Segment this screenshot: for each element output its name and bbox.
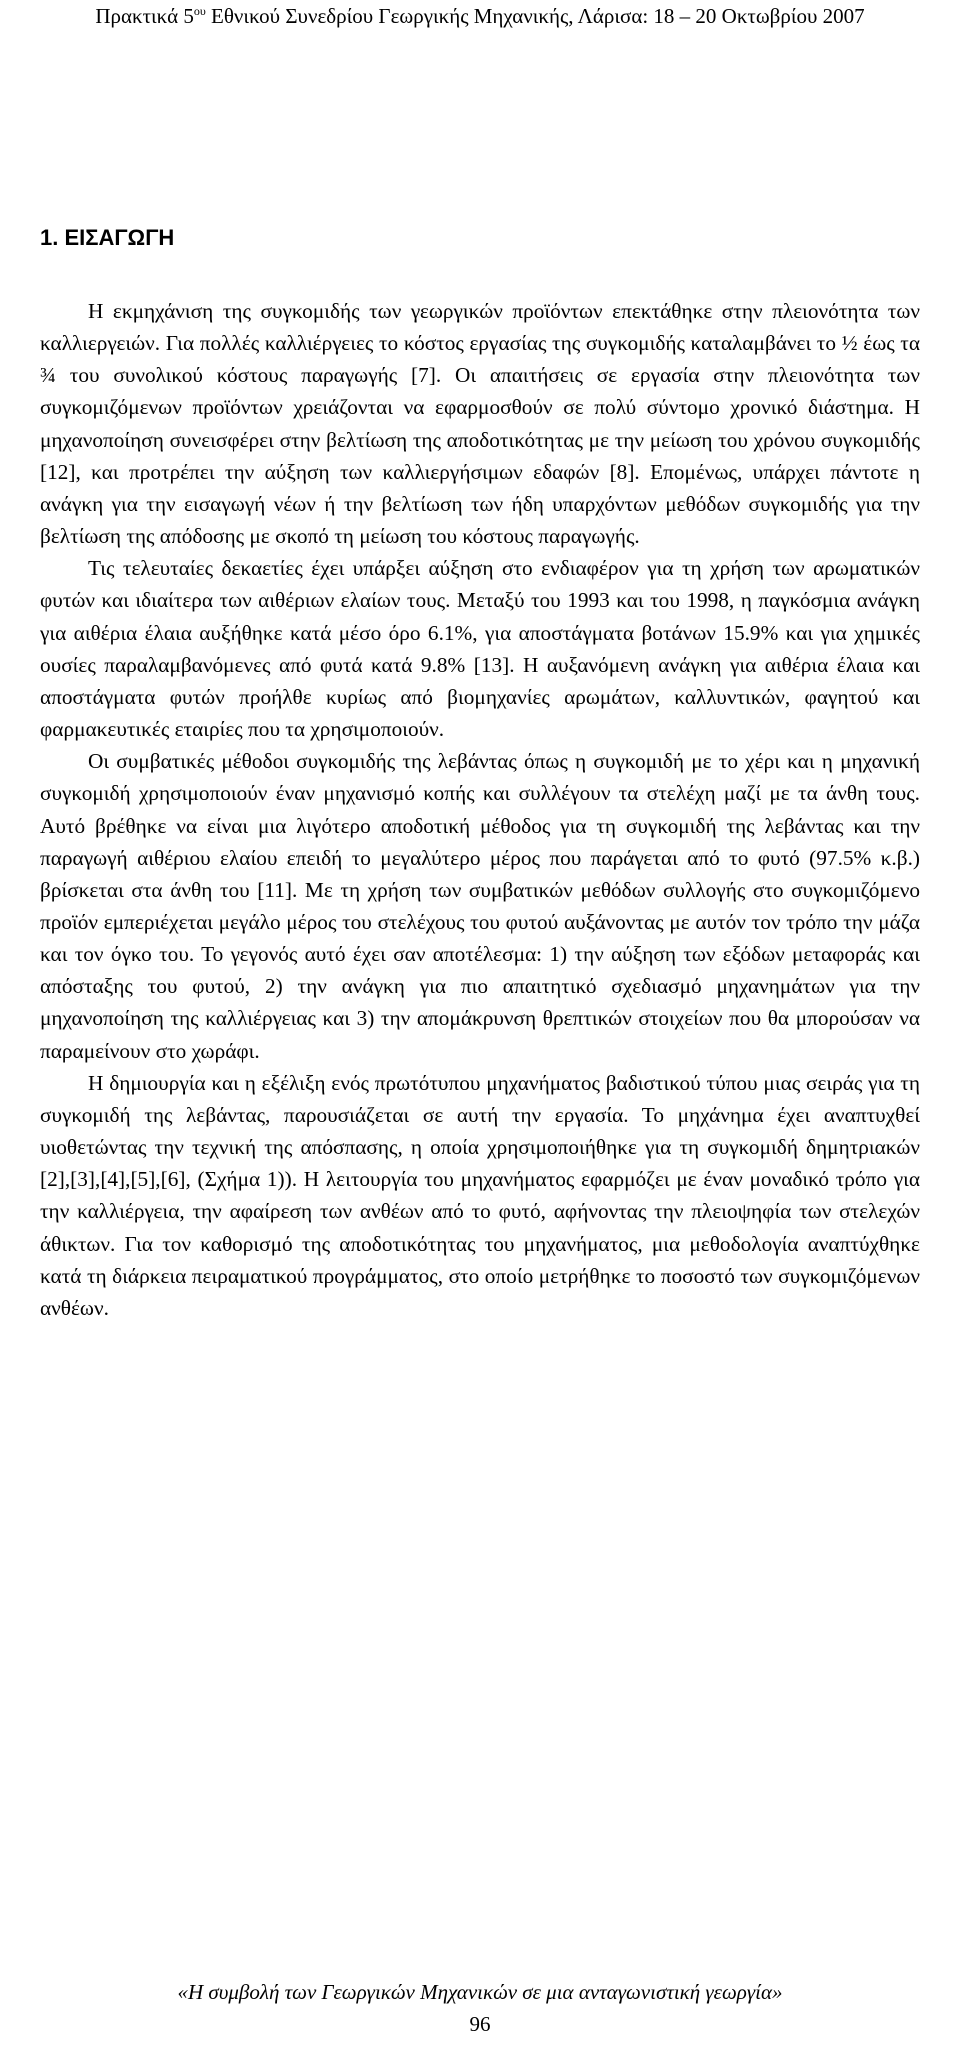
header-superscript: ου [193, 4, 206, 18]
page-number: 96 [469, 2012, 491, 2036]
paragraph-4: Η δημιουργία και η εξέλιξη ενός πρωτότυπου μηχανήματος βαδιστικού τύπου μιας σειράς για τη συγκομιδή της λεβάντας, παρουσιάζεται σε αυτή την εργασία. Το μηχάνημα έχει αναπτυχθεί υιοθετώντας την τεχνική της απόσπασης, η οποία χρησιμοποιήθηκε για τη συγκομιδή δημητριακών [2],[3],[4],[5],[6], (Σχήμα 1)). Η λειτουργία του μηχανήματος εφαρμόζει με έναν μοναδικό τρόπο για την καλλιέργεια, την αφαίρεση των ανθέων από το φυτό, αφήνοντας την πλειοψηφία των στελεχών άθικτων. Για τον καθορισμό της αποδοτικότητας του μηχανήματος, μια μεθοδολογία αναπτύχθηκε κατά τη διάρκεια πειραματικού προγράμματος, στο οποίο μετρήθηκε το ποσοστό των συγκομιζόμενων ανθέων. [40, 1070, 920, 1320]
footer-title: «Η συμβολή των Γεωργικών Μηχανικών σε μια ανταγωνιστική γεωργία» [177, 1980, 783, 2004]
section-heading: 1. ΕΙΣΑΓΩΓΗ [40, 225, 175, 250]
paragraph-1: Η εκμηχάνιση της συγκομιδής των γεωργικών προϊόντων επεκτάθηκε στην πλειονότητα των καλλιεργειών. Για πολλές καλλιέργειες το κόστος εργασίας της συγκομιδής καταλαμβάνει το ½ έως τα ¾ του συνολικού κόστους παραγωγής [7]. Οι απαιτήσεις σε εργασία στην πλειονότητα των συγκομιζόμενων προϊόντων χρειάζονται να εφαρμοσθούν σε πολύ σύντομο χρονικό διάστημα. Η μηχανοποίηση συνεισφέρει στην βελτίωση της αποδοτικότητας με την μείωση του χρόνου συγκομιδής [12], και προτρέπει την αύξηση των καλλιεργήσιμων εδαφών [8]. Επομένως, υπάρχει πάντοτε η ανάγκη για την εισαγωγή νέων ή την βελτίωση των ήδη υπαρχόντων μεθόδων συγκομιδής για την βελτίωση της απόδοσης με σκοπό τη μείωση του κόστους παραγωγής. [40, 299, 920, 549]
paragraph-2: Τις τελευταίες δεκαετίες έχει υπάρξει αύξηση στο ενδιαφέρον για τη χρήση των αρωματικών φυτών και ιδιαίτερα των αιθέριων ελαίων τους. Μεταξύ του 1993 και του 1998, η παγκόσμια ανάγκη για αιθέρια έλαια αυξήθηκε κατά μέσο όρο 6.1%, για αποστάγματα βοτάνων 15.9% και για χημικές ουσίες παραλαμβανόμενες από φυτά κατά 9.8% [13]. Η αυξανόμενη ανάγκη για αιθέρια έλαια και αποστάγματα φυτών προήλθε κυρίως από βιομηχανίες αρωμάτων, καλλυντικών, φαγητού και φαρμακευτικές εταιρίες που τα χρησιμοποιούν. [40, 556, 920, 742]
paragraph-3: Οι συμβατικές μέθοδοι συγκομιδής της λεβάντας όπως η συγκομιδή με το χέρι και η μηχανική συγκομιδή χρησιμοποιούν έναν μηχανισμό κοπής και συλλέγουν τα στελέχη μαζί με τα άνθη τους. Αυτό βρέθηκε να είναι μια λιγότερο αποδοτική μέθοδος για τη συγκομιδή της λεβάντας και την παραγωγή αιθέριου ελαίου επειδή το μεγαλύτερο μέρος που παράγεται από το φυτό (97.5% κ.β.) βρίσκεται στα άνθη του [11]. Με τη χρήση των συμβατικών μεθόδων συλλογής στο συγκομιζόμενο προϊόν εμπεριέχεται μεγάλο μέρος του στελέχους του φυτού αυξάνοντας με αυτόν τον τρόπο την μάζα και τον όγκο του. Το γεγονός αυτό έχει σαν αποτέλεσμα: 1) την αύξηση των εξόδων μεταφοράς και απόσταξης του φυτού, 2) την ανάγκη για πιο απαιτητικό σχεδιασμό μηχανημάτων για την μηχανοποίηση της καλλιέργειας και 3) την απομάκρυνση θρεπτικών στοιχείων που θα μπορούσαν να παραμείνουν στο χωράφι. [40, 749, 920, 1063]
section-introduction [40, 224, 920, 1324]
header-prefix: Πρακτικά 5 [95, 4, 194, 28]
running-header [0, 2, 960, 30]
header-suffix: Εθνικού Συνεδρίου Γεωργικής Μηχανικής, Λάρισα: 18 – 20 Οκτωβρίου 2007 [205, 4, 865, 28]
